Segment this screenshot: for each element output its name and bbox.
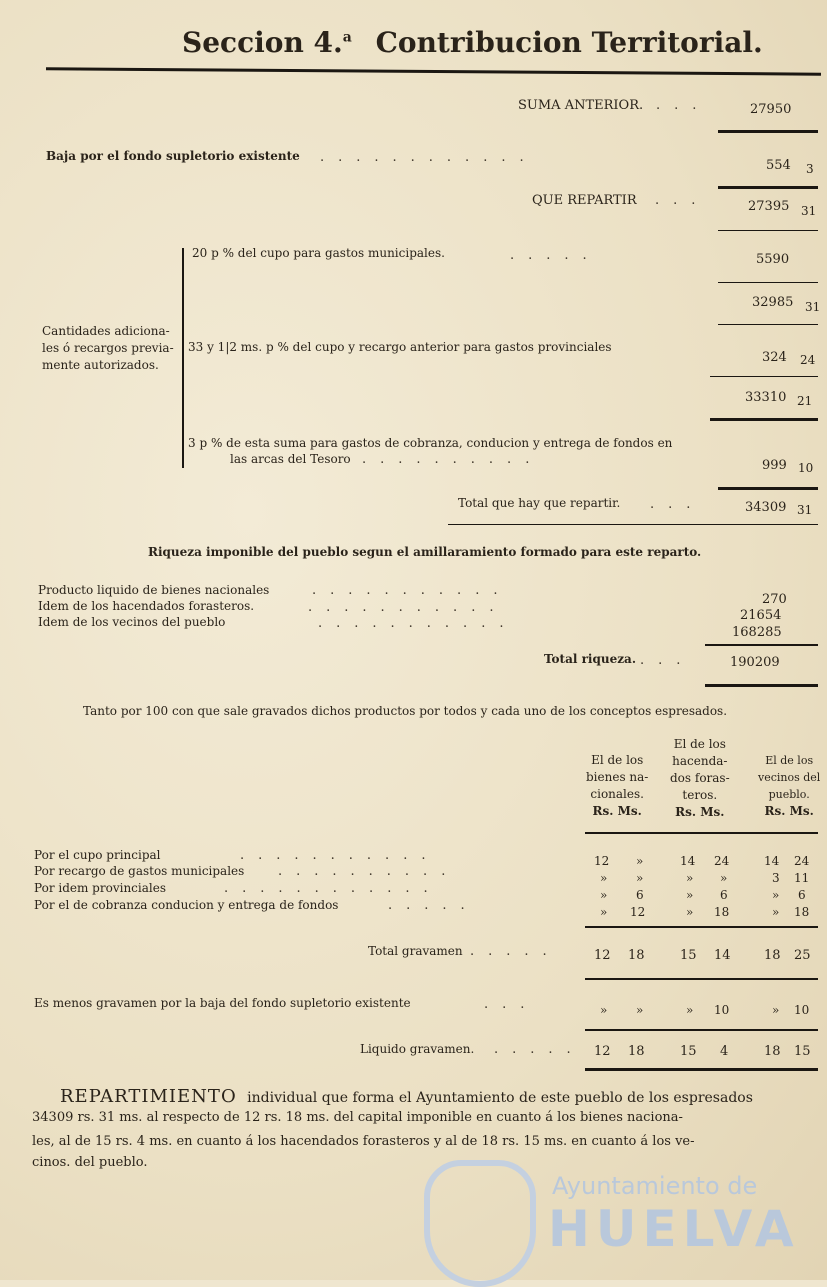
section-heading [182, 26, 763, 59]
sum-rule [585, 978, 818, 980]
dot-leader: ..... [510, 248, 601, 263]
recargo-municipal-label: 20 p % del cupo para gastos municipales. [192, 246, 445, 260]
total-c3r: 18 [764, 948, 781, 963]
dot-leader: ... [655, 193, 710, 208]
repartimiento-text: individual que forma el Ayuntamiento de este pueblo de los espresados [247, 1090, 753, 1106]
liquido-gravamen-label: Liquido gravamen. [360, 1042, 475, 1056]
baja-ms: 3 [806, 162, 814, 176]
recargo-provincial-label: 33 y 1|2 ms. p % del cupo y recargo anterior para gastos provinciales [188, 340, 612, 354]
dot-leader: ... [640, 653, 695, 668]
row2-c1m: » [636, 871, 644, 885]
total-c2m: 14 [714, 948, 731, 963]
col-header-line: pueblo. [768, 788, 810, 801]
col-rs-ms: Rs. Ms. [764, 804, 814, 818]
subtotal-2-ms: 21 [797, 394, 813, 408]
total-repartir-ms: 31 [797, 503, 813, 517]
recargos-brace [182, 248, 189, 468]
total-c3m: 25 [794, 948, 811, 963]
row2-c1r: » [600, 871, 608, 885]
liquido-c3m: 15 [794, 1044, 811, 1059]
riqueza-label-1: Producto liquido de bienes nacionales [38, 583, 270, 597]
recargos-side-label-2: les ó recargos previa- [42, 341, 174, 355]
row2-c2r: » [686, 871, 694, 885]
col-header-line: teros. [682, 788, 718, 802]
recargos-side-label-3: mente autorizados. [42, 358, 159, 372]
row1-c1m: » [636, 854, 644, 868]
col-header-line: El de los [673, 737, 726, 751]
menos-c3r: » [772, 1003, 780, 1017]
recargos-side-label-1: Cantidades adiciona- [42, 324, 170, 338]
menos-c1m: » [636, 1003, 644, 1017]
liquido-c1m: 18 [628, 1044, 645, 1059]
col-bienes-nacionales-header [586, 752, 648, 820]
sum-rule [718, 487, 818, 490]
closing-rule [585, 1068, 818, 1071]
liquido-c2m: 4 [720, 1044, 729, 1059]
col-header-line: vecinos del [758, 771, 821, 784]
gravamen-heading: Tanto por 100 con que sale gravados dichos productos por todos y cada uno de los conceptos espresados. [83, 704, 728, 718]
dot-leader: ........... [308, 600, 508, 615]
total-gravamen-label: Total gravamen [368, 944, 463, 958]
total-repartir-value: 34309 [745, 500, 787, 515]
total-riqueza-value: 190209 [730, 655, 780, 670]
row1-c3m: 24 [794, 854, 810, 868]
total-c2r: 15 [680, 948, 697, 963]
col-rs-ms: Rs. Ms. [675, 805, 725, 819]
total-rule [448, 524, 818, 525]
row1-c3r: 14 [764, 854, 780, 868]
total-c1m: 18 [628, 948, 645, 963]
col-header-line: cionales. [590, 787, 644, 801]
suma-anterior-value: 27950 [750, 102, 792, 117]
subtotal-1-value: 32985 [752, 295, 794, 310]
row1-c2r: 14 [680, 854, 696, 868]
row4-c2r: » [686, 905, 694, 919]
recargo-municipal-value: 5590 [756, 252, 790, 267]
riqueza-heading: Riqueza imponible del pueblo segun el amillaramiento formado para este reparto. [148, 545, 702, 559]
col-hacendados-header [670, 736, 730, 821]
watermark-line-2: HUELVA [548, 1200, 800, 1258]
recargo-cobranza-label-1: 3 p % de esta suma para gastos de cobranza, conducion y entrega de fondos en [188, 436, 673, 450]
sum-rule [585, 926, 818, 928]
menos-c2m: 10 [714, 1003, 730, 1017]
dot-leader: ..... [494, 1042, 585, 1057]
watermark-line-1: Ayuntamiento de [552, 1172, 758, 1200]
total-c1r: 12 [594, 948, 611, 963]
row3-c2m: 6 [720, 888, 728, 902]
suma-anterior-label: SUMA ANTERIOR. [518, 98, 644, 113]
sum-rule [718, 186, 818, 189]
col-header-line: El de los [765, 754, 814, 767]
repartimiento-lead: REPARTIMIENTO [60, 1086, 237, 1107]
sum-rule [710, 376, 818, 377]
col-vecinos-header [758, 752, 820, 820]
row4-c3m: 18 [794, 905, 810, 919]
dot-leader: .......... [362, 452, 544, 467]
repartimiento-line-3: les, al de 15 rs. 4 ms. en cuanto á los hacendados forasteros y al de 18 rs. 15 ms. en cuanto á los ve- [32, 1134, 695, 1149]
row3-c3r: » [772, 888, 780, 902]
section-title: Contribucion Territorial. [375, 26, 763, 59]
subtotal-1-ms: 31 [805, 300, 821, 314]
recargo-provincial-value: 324 [762, 350, 787, 365]
row4-c3r: » [772, 905, 780, 919]
section-superscript: a [342, 29, 352, 46]
dot-leader: .......... [278, 864, 460, 879]
gravamen-row-label: Por el de cobranza conducion y entrega de fondos [34, 898, 339, 912]
col-header-line: dos foras- [670, 771, 730, 785]
row2-c2m: » [720, 871, 728, 885]
row4-c1r: » [600, 905, 608, 919]
section-number: Seccion 4. [182, 26, 343, 59]
dot-leader: ............ [320, 150, 538, 165]
repartimiento-line-1 [60, 1086, 753, 1107]
dot-leader: ... [656, 98, 711, 113]
row2-c3m: 11 [794, 871, 810, 885]
row2-c3r: 3 [772, 871, 780, 885]
row1-c1r: 12 [594, 854, 610, 868]
dot-leader: ........... [240, 848, 440, 863]
menos-c2r: » [686, 1003, 694, 1017]
riqueza-value-2: 21654 [740, 608, 782, 623]
huelva-seal-watermark [424, 1160, 536, 1287]
riqueza-value-1: 270 [762, 592, 787, 607]
que-repartir-label: QUE REPARTIR [532, 193, 637, 208]
dot-leader: ..... [388, 898, 479, 913]
sum-rule [710, 418, 818, 421]
riqueza-label-2: Idem de los hacendados forasteros. [38, 599, 255, 613]
sum-rule [705, 644, 818, 646]
subtotal-2-value: 33310 [745, 390, 787, 405]
row3-c3m: 6 [798, 888, 806, 902]
row4-c1m: 12 [630, 905, 646, 919]
gravamen-row-label: Por el cupo principal [34, 848, 161, 862]
row3-c2r: » [686, 888, 694, 902]
dot-leader: ........... [312, 583, 512, 598]
liquido-c2r: 15 [680, 1044, 697, 1059]
header-rule [585, 832, 818, 834]
repartimiento-line-2: 34309 rs. 31 ms. al respecto de 12 rs. 18 ms. del capital imponible en cuanto á los bienes naciona- [32, 1110, 683, 1125]
row3-c1r: » [600, 888, 608, 902]
recargo-cobranza-label-2: las arcas del Tesoro [230, 452, 351, 466]
dot-leader: ... [484, 997, 539, 1012]
col-header-line: bienes na- [586, 770, 649, 784]
repartimiento-line-4: cinos. del pueblo. [32, 1155, 148, 1170]
riqueza-label-3: Idem de los vecinos del pueblo [38, 615, 226, 629]
dot-leader: ............ [224, 881, 442, 896]
gravamen-row-label: Por recargo de gastos municipales [34, 864, 245, 878]
que-repartir-value: 27395 [748, 199, 790, 214]
dot-leader: ........... [318, 616, 518, 631]
row4-c2m: 18 [714, 905, 730, 919]
col-rs-ms: Rs. Ms. [592, 804, 642, 818]
menos-gravamen-label: Es menos gravamen por la baja del fondo supletorio existente [34, 996, 411, 1010]
que-repartir-ms: 31 [801, 204, 817, 218]
baja-label: Baja por el fondo supletorio existente [46, 149, 300, 163]
sum-rule [718, 230, 818, 231]
row1-c2m: 24 [714, 854, 730, 868]
gravamen-row-label: Por idem provinciales [34, 881, 166, 895]
liquido-c3r: 18 [764, 1044, 781, 1059]
sum-rule [718, 282, 818, 283]
menos-c3m: 10 [794, 1003, 810, 1017]
total-riqueza-label: Total riqueza. [544, 652, 637, 666]
total-repartir-label: Total que hay que repartir. [458, 496, 621, 510]
liquido-c1r: 12 [594, 1044, 611, 1059]
row3-c1m: 6 [636, 888, 644, 902]
dot-leader: ... [650, 497, 705, 512]
sum-rule [705, 684, 818, 687]
menos-c1r: » [600, 1003, 608, 1017]
riqueza-value-3: 168285 [732, 625, 782, 640]
col-header-line: hacenda- [672, 754, 728, 768]
recargo-provincial-ms: 24 [800, 353, 816, 367]
recargo-cobranza-value: 999 [762, 458, 787, 473]
baja-value: 554 [766, 158, 791, 173]
recargo-cobranza-ms: 10 [798, 461, 814, 475]
sum-rule [718, 324, 818, 325]
col-header-line: El de los [591, 753, 644, 767]
sum-rule [585, 1029, 818, 1031]
dot-leader: ..... [470, 944, 561, 959]
sum-rule [718, 130, 818, 133]
